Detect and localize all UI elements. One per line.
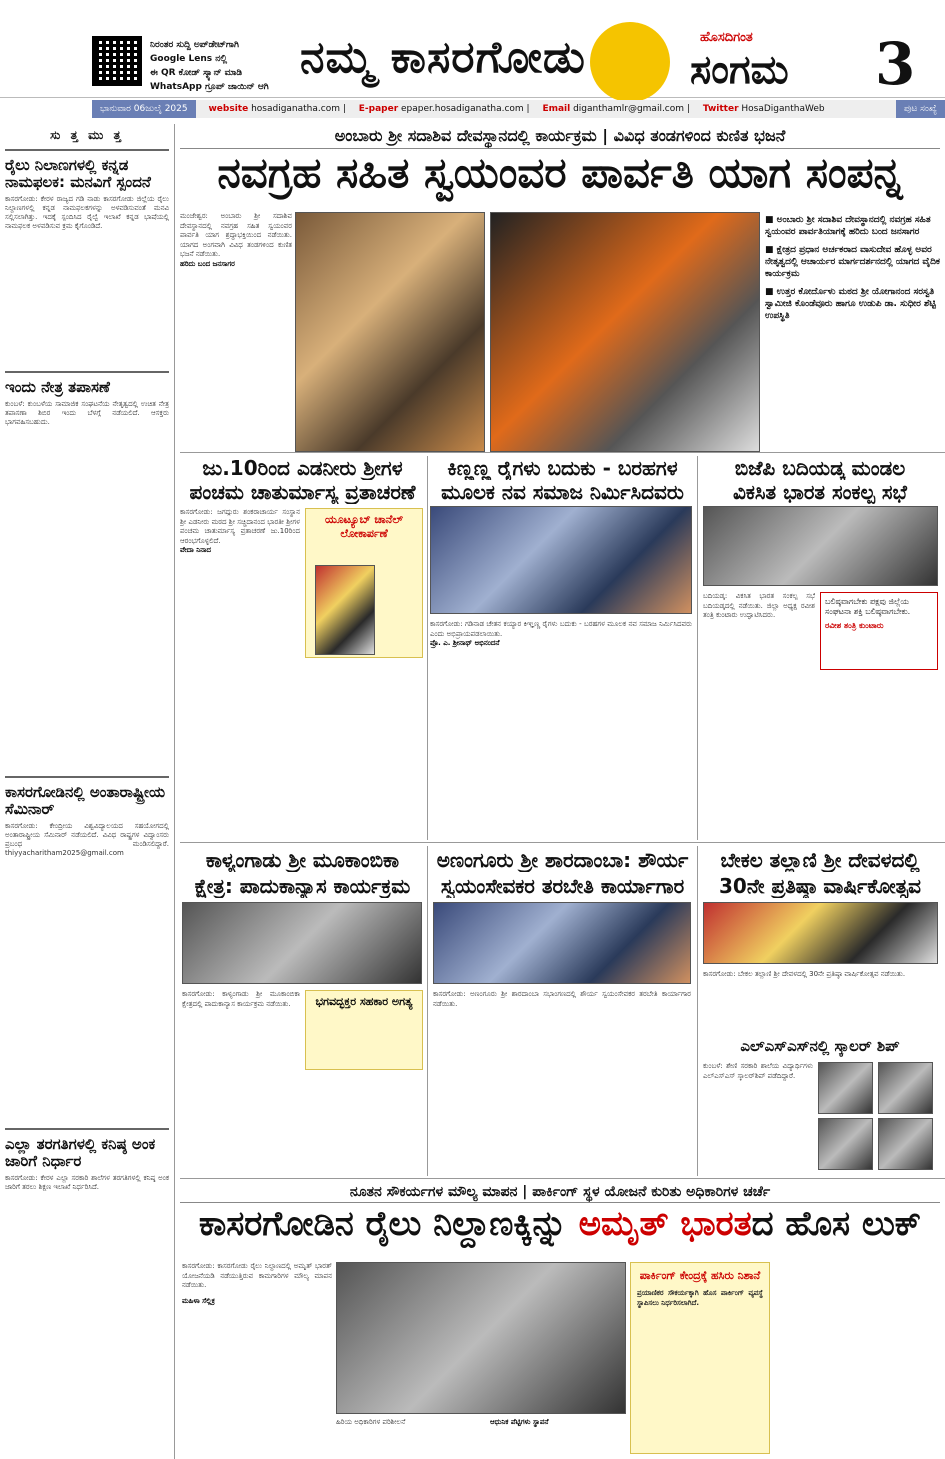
headline-part: ದ ಹೊಸ ಲುಕ್ bbox=[751, 1204, 922, 1244]
bottom-subhead-2 bbox=[490, 1418, 626, 1454]
website-label: website bbox=[208, 104, 249, 114]
story-headline[interactable]: ಜು.10ರಿಂದ ಎಡನೀರು ಶ್ರೀಗಳ bbox=[202, 456, 403, 480]
story-headline[interactable]: ಬಿಜೆಪಿ ಬದಿಯಡ್ಕ ಮಂಡಲ bbox=[734, 456, 906, 480]
story-body-text: ಕಾಸರಗೋಡು: ಜಗದ್ಗುರು ಶಂಕರಾಚಾರ್ಯ ಸಂಸ್ಥಾನ ಶ್ರೀ ಎಡನೀರು ಮಠದ ಶ್ರೀ ಸಚ್ಚಿದಾನಂದ ಭಾರತೀ ಶ್ರೀಗಳ ಪಂಚಮ ಚಾತುರ್ಮಾಸ್ಯ ವ್ರತಾಚರಣೆ ಜು.10ರಿಂದ ಆರಂಭಗೊಳ್ಳಲಿದೆ. bbox=[180, 508, 300, 545]
epaper-label: E-paper bbox=[358, 104, 399, 114]
headline-part: ಕಾಸರಗೋಡಿನ ರೈಲು ನಿಲ್ದಾಣಕ್ಕಿನ್ನು bbox=[198, 1204, 579, 1244]
story-title[interactable]: ಇಂದು ನೇತ್ರ ತಪಾಸಣೆ bbox=[5, 378, 110, 396]
story-photo bbox=[703, 902, 938, 964]
story-title[interactable]: ಎಲ್ಲಾ ತರಗತಿಗಳಲ್ಲಿ ಕನಿಷ್ಠ ಅಂಕ ಜಾರಿಗೆ ನಿರ್ಧಾರ bbox=[5, 1135, 156, 1170]
email-label: Email bbox=[542, 104, 571, 114]
story-photo bbox=[182, 902, 422, 984]
epaper-link[interactable]: epaper.hosadiganatha.com bbox=[401, 104, 524, 114]
story-body bbox=[180, 508, 300, 838]
story-body: ಕುಂಬಳೆ: ಕುಂಬಳೆಯ ಸಾಮಾಜಿಕ ಸಂಘಟನೆಯ ನೇತೃತ್ವದಲ್ಲಿ ಉಚಿತ ನೇತ್ರ ತಪಾಸಣಾ ಶಿಬಿರ ಇಂದು ಬೆಳಗ್ಗೆ ನಡೆಯಲಿದೆ. ಆಸಕ್ತರು ಭಾಗವಹಿಸಬಹುದು. bbox=[5, 400, 169, 426]
quote-author: ರವೀಶ ತಂತ್ರಿ ಕುಂಟಾರು bbox=[825, 621, 884, 630]
student-photo bbox=[818, 1118, 873, 1170]
story-title[interactable]: ಕಾಸರಗೋಡಿನಲ್ಲಿ ಅಂತಾರಾಷ್ಟ್ರೀಯ ಸೆಮಿನಾರ್ bbox=[5, 783, 166, 818]
swamiji-photo bbox=[315, 565, 375, 655]
quote-text: ಬಲಿಷ್ಠವಾಗಬೇಕು ಪಕ್ಷವು ಜಿಲ್ಲೆಯ ಸಂಘಟನಾ ಶಕ್ತಿ ಬಲಿಷ್ಠವಾಗಬೇಕು. bbox=[825, 597, 911, 616]
divider bbox=[180, 452, 945, 453]
station-photo bbox=[336, 1262, 626, 1414]
section-label: ಸು ತ್ತ ಮು ತ್ತ bbox=[50, 128, 124, 142]
story-subhead: ಪ್ರೊ. ಎ. ಶ್ರೀನಾಥ್ ಅಭಿನಂದನೆ bbox=[430, 639, 500, 647]
date-label: ಭಾನುವಾರ 06ಜುಲೈ 2025 bbox=[92, 100, 196, 118]
lead-photo-main bbox=[295, 212, 485, 452]
brand-big: ಸಂಗಮ bbox=[690, 46, 789, 93]
story-headline[interactable]: ಕ್ಷೇತ್ರ: ಪಾದುಕಾನ್ಯಾಸ ಕಾರ್ಯಕ್ರಮ bbox=[194, 874, 411, 898]
story-headline[interactable]: ಅಣಂಗೂರು ಶ್ರೀ ಶಾರದಾಂಬಾ: ಶೌರ್ಯ bbox=[436, 848, 689, 872]
qr-code[interactable] bbox=[92, 36, 142, 86]
lead-body bbox=[180, 212, 292, 452]
story-body: ಕಾಸರಗೋಡು: ಕೇರಳ ಎಲ್ಲಾ ಸರಕಾರಿ ಶಾಲೆಗಳ ತರಗತಿಗಳಲ್ಲಿ ಕನಿಷ್ಠ ಅಂಕ ಜಾರಿಗೆ ತರಲು ಶಿಕ್ಷಣ ಇಲಾಖೆ ನಿರ್ಧರಿಸಿದೆ. bbox=[5, 1174, 169, 1191]
story-body: ಕಾಸರಗೋಡು: ಅಣಂಗೂರು ಶ್ರೀ ಶಾರದಾಂಬಾ ಸಭಾಂಗಣದಲ್ಲಿ ಶೌರ್ಯ ಸ್ವಯಂಸೇವಕರ ತರಬೇತಿ ಕಾರ್ಯಾಗಾರ ನಡೆಯಿತು. bbox=[433, 990, 691, 1008]
story-headline[interactable]: ಸ್ವಯಂಸೇವಕರ ತರಬೇತಿ ಕಾರ್ಯಾಗಾರ bbox=[440, 874, 685, 898]
photo-caption: ಹಿರಿಯ ಅಧಿಕಾರಿಗಳ ಪರಿಶೀಲನೆ bbox=[336, 1418, 406, 1426]
twitter-label: Twitter bbox=[702, 104, 739, 114]
story-headline[interactable]: ಕಾಳ್ಯಂಗಾಡು ಶ್ರೀ ಮೂಕಾಂಬಿಕಾ bbox=[205, 848, 400, 872]
story-body: ಬದಿಯಡ್ಕ: ವಿಕಸಿತ ಭಾರತ ಸಂಕಲ್ಪ ಸಭೆ ಬದಿಯಡ್ಕದಲ್ಲಿ ನಡೆಯಿತು. ಜಿಲ್ಲಾ ಅಧ್ಯಕ್ಷ ರವೀಶ ತಂತ್ರಿ ಕುಂಟಾರು ಉದ್ಘಾಟಿಸಿದರು. bbox=[703, 592, 815, 619]
website-link[interactable]: hosadiganatha.com bbox=[251, 104, 340, 114]
story-body: ಕಾಸರಗೋಡು: ಕೇರಳ ರಾಜ್ಯದ ಗಡಿ ನಾಡು ಕಾಸರಗೋಡು ಜಿಲ್ಲೆಯ ರೈಲು ನಿಲ್ದಾಣಗಳಲ್ಲಿ ಕನ್ನಡ ನಾಮಫಲಕಗಳನ್ನು ಅಳವಡಿಸುವಂತೆ ಮನವಿ ಸಲ್ಲಿಸಲಾಗಿತ್ತು. ಇದಕ್ಕೆ ಸ್ಪಂದಿಸಿದ ರೈಲ್ವೆ ಇಲಾಖೆ ಕನ್ನಡ ಭಾಷೆಯಲ್ಲಿ ನಾಮಫಲಕ ಅಳವಡಿಸುವ ಕ್ರಮ ಕೈಗೊಂಡಿದೆ. bbox=[5, 195, 169, 230]
lead-subhead: ಹರಿದು ಬಂದ ಜನಸಾಗರ bbox=[180, 259, 235, 268]
brand-small: ಹೊಸದಿಗಂತ bbox=[700, 30, 753, 45]
page-label: ಪುಟ ಸಂಖ್ಯೆ bbox=[896, 100, 945, 118]
lead-body-text: ಮಂಜೇಶ್ವರ: ಅಂಬಾರು ಶ್ರೀ ಸದಾಶಿವ ದೇವಸ್ಥಾನದಲ್ಲಿ ನವಗ್ರಹ ಸಹಿತ ಸ್ವಯಂವರ ಪಾರ್ವತಿ ಯಾಗ ಶ್ರದ್ಧಾಭಕ್ತಿಯಿಂದ ನಡೆಯಿತು. ಯಾಗದ ಅಂಗವಾಗಿ ವಿವಿಧ ತಂಡಗಳಿಂದ ಕುಣಿತ ಭಜನೆ ನಡೆಯಿತು. bbox=[180, 212, 292, 258]
story-headline[interactable]: ಬೇಕಲ ತಲ್ಲಾಣಿ ಶ್ರೀ ದೇವಳದಲ್ಲಿ bbox=[720, 848, 920, 872]
qr-line: Google Lens ನಲ್ಲಿ bbox=[150, 54, 228, 64]
bottom-body-right bbox=[775, 1262, 940, 1454]
bullet-item: ■ ಉತ್ತರ ಕೋರ್ದೊಳು ಮಠದ ಶ್ರೀ ಯೋಗಾನಂದ ಸರಸ್ವತಿ ಸ್ವಾಮೀಜಿ ಕೊಂಡೆವೂರು ಹಾಗೂ ಉಡುಪಿ ಡಾ. ಸುಧೀರ ಶೆಟ್ಟಿ ಉಪಸ್ಥಿತಿ bbox=[765, 286, 940, 322]
bottom-subhead: ಆಧುನಿಕ ಪೆಟ್ಟಿಗಳು ಸ್ಥಾಪನೆ bbox=[490, 1418, 549, 1426]
box-body: ಪ್ರಯಾಣಿಕರ ಸೌಕರ್ಯಕ್ಕಾಗಿ ಹೊಸ ಪಾರ್ಕಿಂಗ್ ವ್ಯವಸ್ಥೆ ಸ್ಥಾಪಿಸಲು ನಿರ್ಧರಿಸಲಾಗಿದೆ. bbox=[637, 1289, 763, 1307]
story-headline[interactable]: ಪಂಚಮ ಚಾತುರ್ಮಾಸ್ಯ ವ್ರತಾಚರಣೆ bbox=[189, 480, 416, 504]
bottom-subhead: ಮಹಿಳಾ ಸೆಲ್ಲಿಕ್ರ bbox=[182, 1296, 215, 1305]
lead-photo-yaga bbox=[490, 212, 760, 452]
lead-kicker: ಅಂಬಾರು ಶ್ರೀ ಸದಾಶಿವ ದೇವಸ್ಥಾನದಲ್ಲಿ ಕಾರ್ಯಕ್ರಮ | ವಿವಿಧ ತಂಡಗಳಿಂದ ಕುಣಿತ ಭಜನೆ bbox=[180, 124, 940, 149]
story-subhead: ವೇದಾ ನಿನಾದ bbox=[180, 546, 211, 554]
box-title: ಭಗವದ್ಭಕ್ತರ ಸಹಕಾರ ಅಗತ್ಯ bbox=[315, 995, 413, 1008]
highlight-box bbox=[305, 990, 423, 1070]
qr-line: WhatsApp ಗ್ರೂಪ್ ಜಾಯಿನ್ ಆಗಿ bbox=[150, 82, 269, 92]
parking-box bbox=[630, 1262, 770, 1454]
divider bbox=[427, 846, 428, 1176]
story-body: ಕಾಸರಗೋಡು: ಬೇಕಲ ತಲ್ಲಾಣಿ ಶ್ರೀ ದೇವಳದಲ್ಲಿ 30ನೇ ಪ್ರತಿಷ್ಠಾ ವಾರ್ಷಿಕೋತ್ಸವ ನಡೆಯಿತು. bbox=[703, 970, 906, 978]
story-headline[interactable]: ವಿಕಸಿತ ಭಾರತ ಸಂಕಲ್ಪ ಸಭೆ bbox=[733, 480, 907, 504]
student-photo bbox=[818, 1062, 873, 1114]
bottom-headline[interactable] bbox=[180, 1204, 940, 1256]
story-headline[interactable]: ಎಲ್‌ಎಸ್‌ಎಸ್‌ನಲ್ಲಿ ಸ್ಕಾಲರ್ ಶಿಪ್ bbox=[740, 1037, 900, 1055]
qr-line: ನಿರಂತರ ಸುದ್ದಿ ಅಪ್‌ಡೇಟ್‌ಗಾಗಿ bbox=[150, 40, 239, 50]
info-strip: ಭಾನುವಾರ 06ಜುಲೈ 2025 website hosadiganatha.com | E-paper epaper.hosadiganatha.com | Email diganthamlr@gmail.com | Twitter HosaDiganthaWeb ಪುಟ ಸಂಖ್ಯೆ bbox=[92, 100, 945, 118]
divider bbox=[697, 456, 698, 840]
quote-box bbox=[820, 592, 938, 670]
story-photo bbox=[430, 506, 692, 614]
story-body: ಕುಂಬಳೆ: ಶೇಣಿ ಸರಕಾರಿ ಶಾಲೆಯ ವಿದ್ಯಾರ್ಥಿಗಳು ಎಲ್‌ಎಸ್‌ಎಸ್ ಸ್ಕಾಲರ್‌ಶಿಪ್ ಪಡೆದಿದ್ದಾರೆ. bbox=[703, 1062, 813, 1080]
box-title: ಪಾರ್ಕಿಂಗ್ ಕೇಂದ್ರಕ್ಕೆ ಹಸಿರು ನಿಶಾನೆ bbox=[639, 1269, 761, 1282]
headline-highlight: ಅಮೃತ್ ಭಾರತ bbox=[578, 1204, 752, 1244]
story-body-text: ಕಾಸರಗೋಡು: ಗಡಿನಾಡ ಚೇತನ ಕಯ್ಯಾರ ಕಿಞ್ಞಣ್ಣ ರೈಗಳು ಬದುಕು - ಬರಹಗಳ ಮೂಲಕ ನವ ಸಮಾಜ ನಿರ್ಮಿಸಿದವರು ಎಂದು ಅಭಿಪ್ರಾಯಪಡಲಾಯಿತು. bbox=[430, 620, 692, 638]
story-body: ಕಾಸರಗೋಡು: ಕಾಳ್ಯಂಗಾಡು ಶ್ರೀ ಮೂಕಾಂಬಿಕಾ ಕ್ಷೇತ್ರದಲ್ಲಿ ಪಾದುಕಾನ್ಯಾಸ ಕಾರ್ಯಕ್ರಮ ನಡೆಯಿತು. bbox=[182, 990, 300, 1008]
story-headline[interactable]: ಕಿಣ್ಣಣ್ಣ ರೈಗಳು ಬದುಕು - ಬರಹಗಳ bbox=[447, 456, 678, 480]
student-photo bbox=[878, 1118, 933, 1170]
story-headline[interactable]: 30ನೇ ಪ್ರತಿಷ್ಠಾ ವಾರ್ಷಿಕೋತ್ಸವ bbox=[719, 874, 921, 898]
story-title[interactable]: ರೈಲು ನಿಲಾಣಗಳಲ್ಲಿ ಕನ್ನಡ ನಾಮಫಲಕ: ಮನವಿಗೆ ಸ್ಪಂದನೆ bbox=[5, 156, 151, 191]
story-photo bbox=[703, 506, 938, 586]
divider bbox=[5, 371, 169, 373]
divider bbox=[5, 776, 169, 778]
divider bbox=[5, 1128, 169, 1130]
divider bbox=[427, 456, 428, 840]
bottom-body bbox=[182, 1262, 332, 1454]
divider bbox=[180, 1178, 945, 1179]
student-photo bbox=[878, 1062, 933, 1114]
qr-line: ಈ QR ಕೋಡ್ ಸ್ಕ್ಯಾನ್ ಮಾಡಿ bbox=[150, 68, 243, 78]
divider bbox=[697, 846, 698, 1176]
box-title: ಯೂಟ್ಯೂಬ್ ಚಾನೆಲ್ ಲೋಕಾರ್ಪಣೆ bbox=[324, 513, 404, 540]
masthead-title: ನಮ್ಮ ಕಾಸರಗೋಡು bbox=[300, 32, 586, 83]
qr-instructions bbox=[150, 38, 310, 94]
email-link[interactable]: diganthamlr@gmail.com bbox=[573, 104, 685, 114]
bullet-item: ■ ಕ್ಷೇತ್ರದ ಪ್ರಧಾನ ಅರ್ಚಕರಾದ ವಾಸುದೇವ ಹೊಳ್ಳ ಅವರ ನೇತೃತ್ವದಲ್ಲಿ ಆಚಾರ್ಯರ ಮಾರ್ಗದರ್ಶನದಲ್ಲಿ ಯಾಗದ ವೈದಿಕ ಕಾರ್ಯಕ್ರಮ bbox=[765, 244, 940, 280]
twitter-link[interactable]: HosaDiganthaWeb bbox=[741, 104, 825, 114]
bottom-body-text: ಕಾಸರಗೋಡು: ಕಾಸರಗೋಡು ರೈಲು ನಿಲ್ದಾಣದಲ್ಲಿ ಅಮೃತ್ ಭಾರತ್ ಯೋಜನೆಯಡಿ ನಡೆಯುತ್ತಿರುವ ಕಾಮಗಾರಿಗಳ ಮೌಲ್ಯ ಮಾಪನ ನಡೆಯಿತು. bbox=[182, 1262, 332, 1289]
lead-bullets bbox=[765, 214, 940, 328]
bullet-item: ■ ಅಂಬಾರು ಶ್ರೀ ಸದಾಶಿವ ದೇವಸ್ಥಾನದಲ್ಲಿ ನವಗ್ರಹ ಸಹಿತ ಸ್ವಯಂವರ ಪಾರ್ವತಿಯಾಗಕ್ಕೆ ಹರಿದು ಬಂದ ಜನಸಾಗರ bbox=[765, 214, 940, 238]
divider bbox=[180, 842, 945, 843]
story-photo bbox=[433, 902, 691, 984]
story-body bbox=[430, 620, 692, 838]
story-headline[interactable]: ಮೂಲಕ ನವ ಸಮಾಜ ನಿರ್ಮಿಸಿದವರು bbox=[441, 480, 684, 504]
lead-headline[interactable]: ನವಗ್ರಹ ಸಹಿತ ಸ್ವಯಂವರ ಪಾರ್ವತಿ ಯಾಗ ಸಂಪನ್ನ bbox=[217, 148, 903, 197]
divider bbox=[5, 149, 169, 151]
bottom-kicker: ನೂತನ ಸೌಕರ್ಯಗಳ ಮೌಲ್ಯ ಮಾಪನ | ಪಾರ್ಕಿಂಗ್ ಸ್ಥಳ ಯೋಜನೆ ಕುರಿತು ಅಧಿಕಾರಿಗಳ ಚರ್ಚೆ bbox=[180, 1182, 940, 1203]
story-body: ಕಾಸರಗೋಡು: ಕೇಂದ್ರೀಯ ವಿಶ್ವವಿದ್ಯಾಲಯದ ಸಹಯೋಗದಲ್ಲಿ ಅಂತಾರಾಷ್ಟ್ರೀಯ ಸೆಮಿನಾರ್ ನಡೆಯಲಿದೆ. ವಿವಿಧ ರಾಷ್ಟ್ರಗಳ ವಿದ್ವಾಂಸರು ಪ್ರಬಂಧ ಮಂಡಿಸಲಿದ್ದಾರೆ. thiyyacharitham2025@gmail.com bbox=[5, 822, 169, 857]
page-number: 3 bbox=[875, 30, 916, 98]
left-column bbox=[0, 124, 175, 1459]
